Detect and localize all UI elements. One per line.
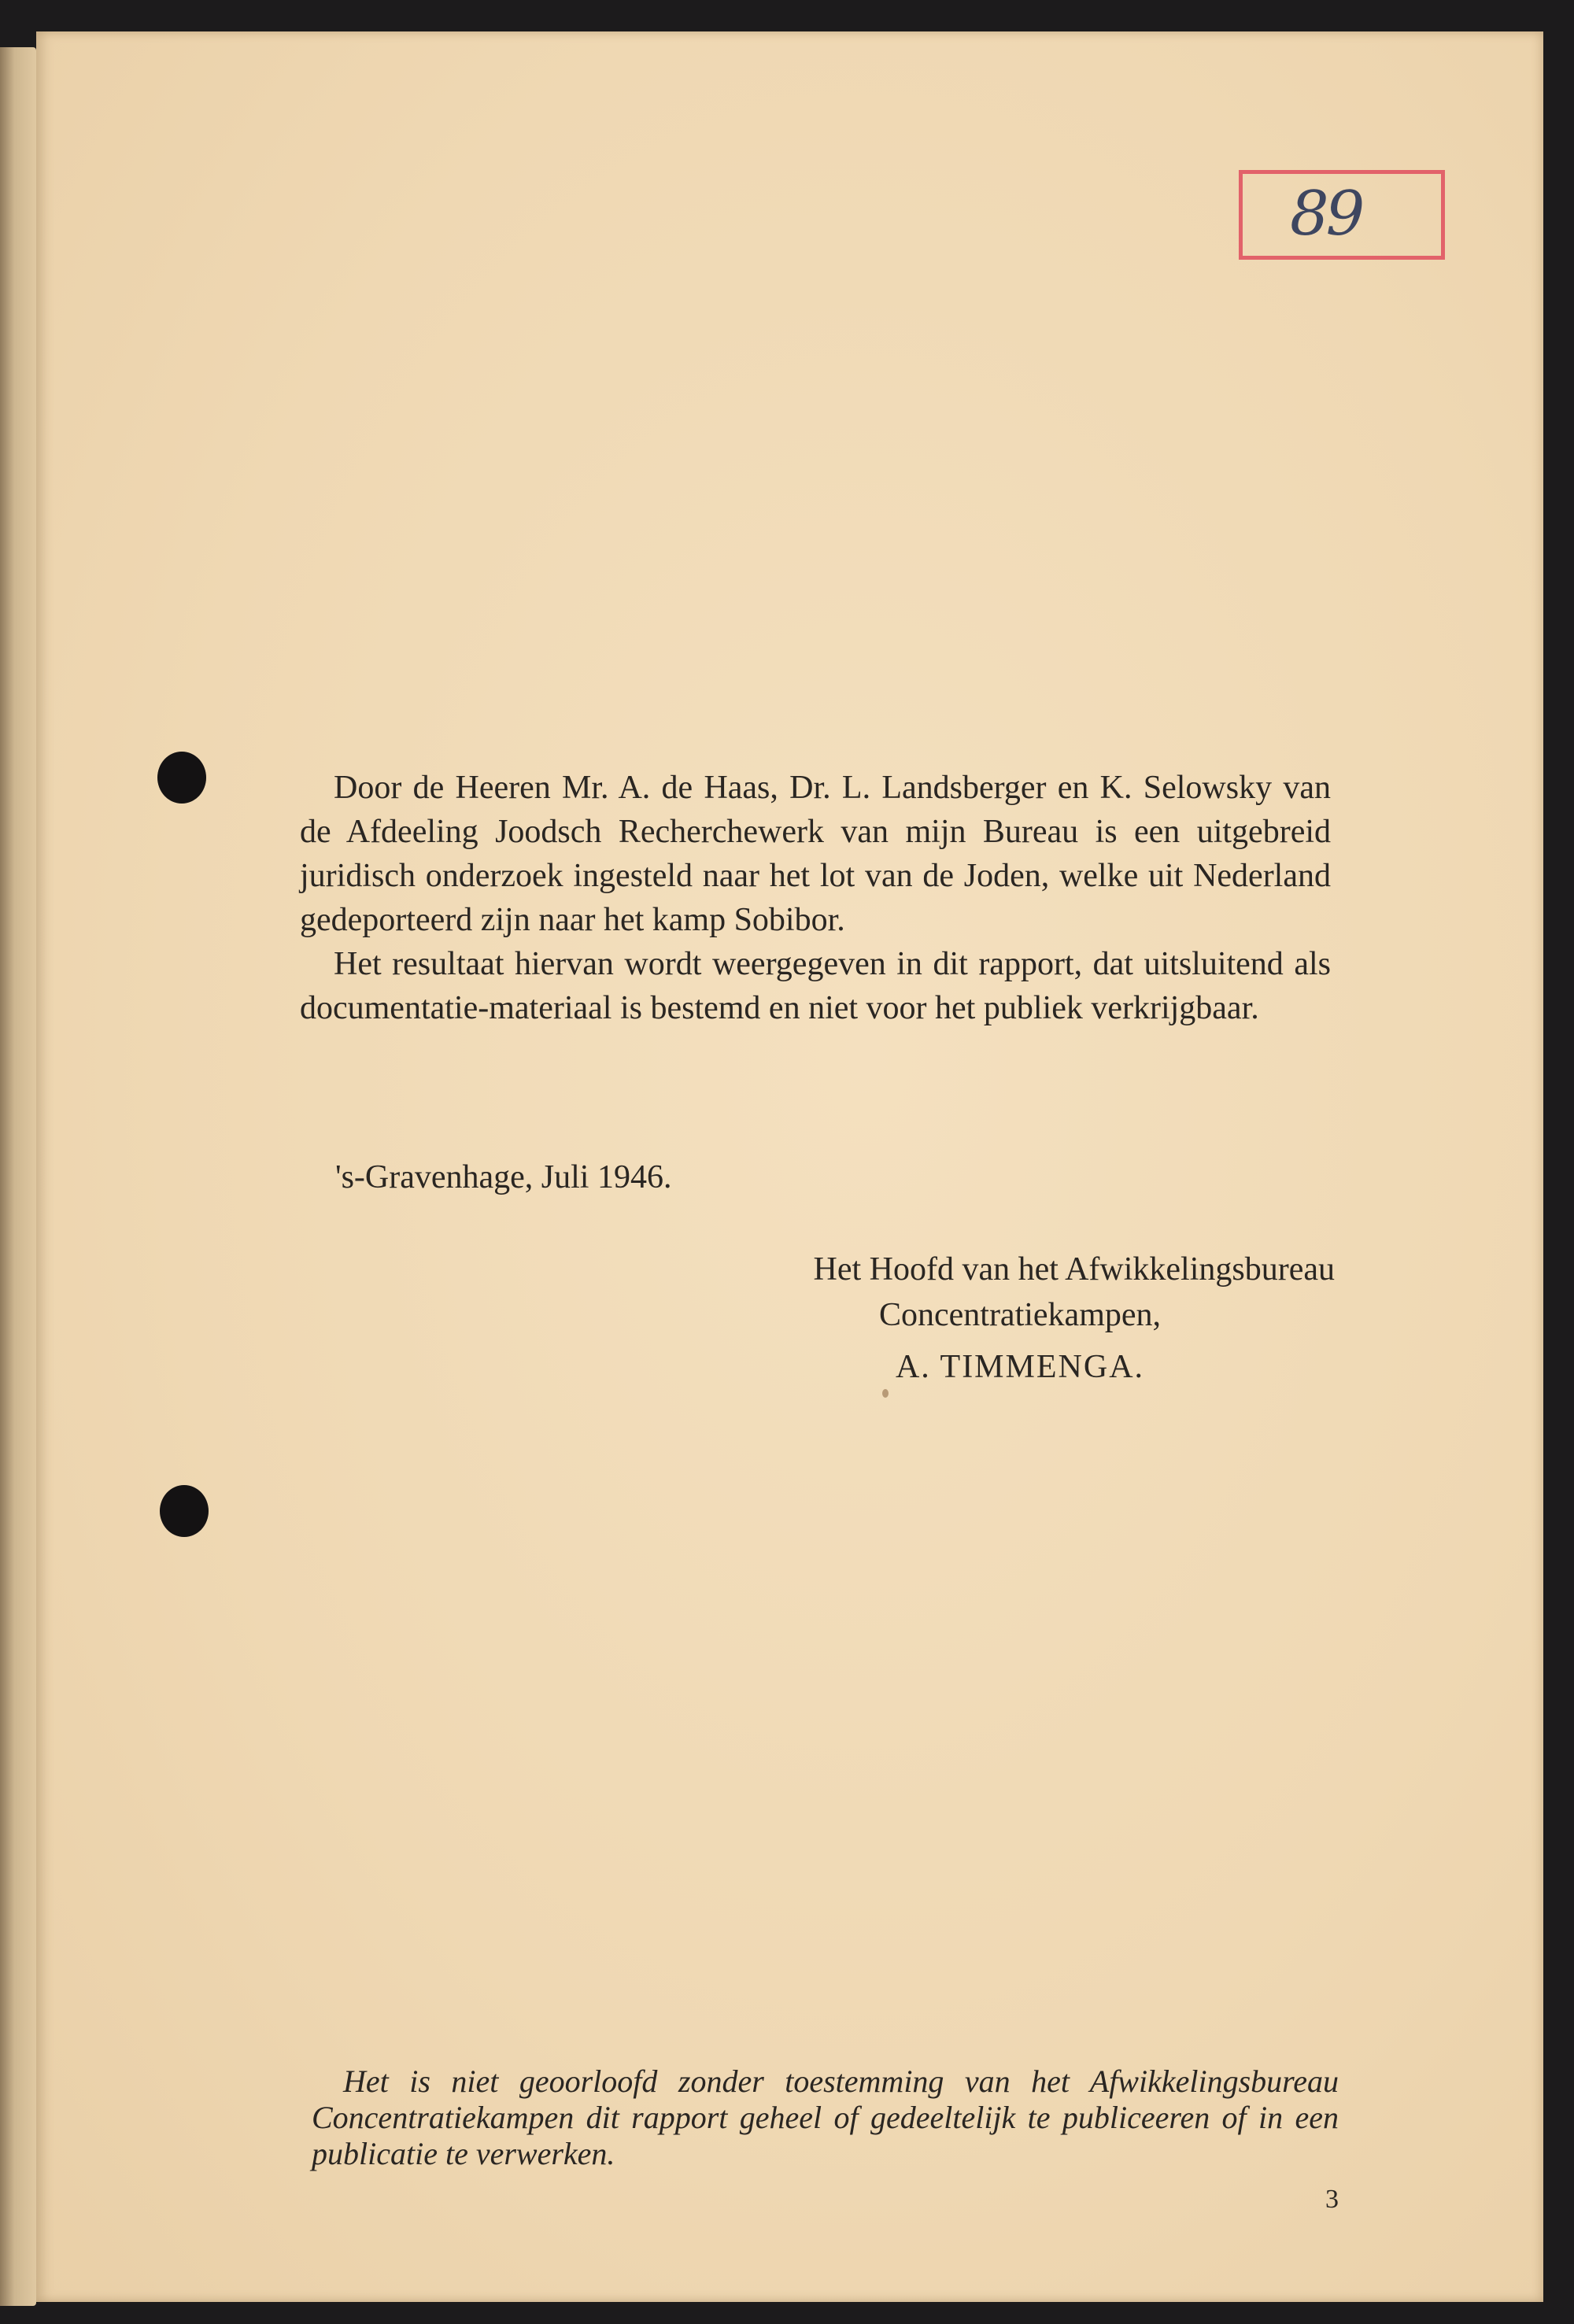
paper-speck — [882, 1389, 889, 1398]
punch-hole — [160, 1485, 209, 1537]
copyright-notice: Het is niet geoorloofd zonder toestemming van het Afwikkelingsbureau Concentratiekampen dit rapport geheel of gedeeltelijk te publiceeren of in een publicatie te verwerken. — [312, 2064, 1339, 2171]
signature-block — [705, 1247, 1335, 1390]
signatory-name: A. TIMMENGA. — [895, 1349, 1145, 1385]
document-page — [36, 31, 1543, 2302]
punch-hole — [157, 752, 206, 804]
place-date: 's-Gravenhage, Juli 1946. — [335, 1159, 672, 1195]
signature-title-line: Concentratiekampen, — [878, 1297, 1162, 1333]
archive-number: 89 — [1290, 179, 1362, 249]
previous-page-edge — [0, 47, 36, 2306]
signature-title-line: Het Hoofd van het Afwikkelingsbureau — [813, 1251, 1335, 1288]
archive-number-stamp — [1239, 170, 1445, 260]
paragraph: Het resultaat hiervan wordt weergegeven in dit rapport, dat uitsluitend als documentatie-materiaal is bestemd en niet voor het publiek verkrijgbaar. — [300, 946, 1331, 1026]
paragraph: Door de Heeren Mr. A. de Haas, Dr. L. Landsberger en K. Selowsky van de Afdeeling Joodsch Recherchewerk van mijn Bureau is een uitgebreid juridisch onderzoek ingesteld naar het lot van de Joden, welke uit Nederland gedeporteerd zijn naar het kamp Sobibor. — [300, 770, 1331, 938]
page-number: 3 — [1325, 2185, 1339, 2214]
body-text — [300, 766, 1331, 1030]
